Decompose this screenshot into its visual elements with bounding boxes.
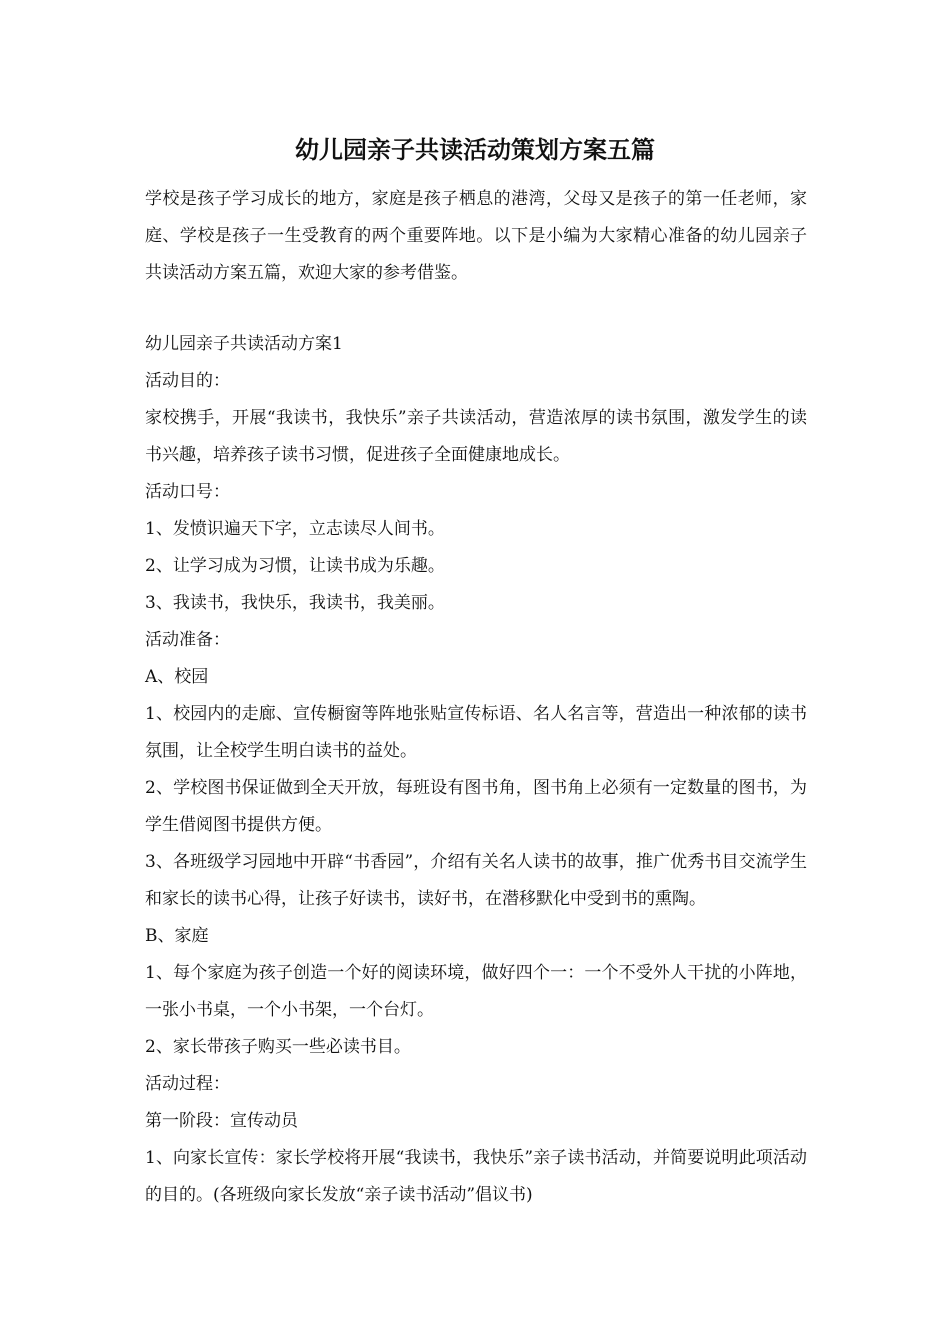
list-item: 2、学校图书保证做到全天开放，每班设有图书角，图书角上必须有一定数量的图书，为学生借阅图书提供方便。 (145, 778, 807, 835)
subheading: 活动目的： (145, 371, 230, 391)
list-item: 1、每个家庭为孩子创造一个好的阅读环境，做好四个一：一个不受外人干扰的小阵地，一张小书桌，一个小书架，一个台灯。 (145, 963, 807, 1020)
subheading: 活动准备： (145, 630, 230, 650)
list-item: 2、家长带孩子购买一些必读书目。 (145, 1037, 411, 1057)
list-item: 1、发愤识遍天下字，立志读尽人间书。 (145, 519, 445, 539)
list-item: 3、我读书，我快乐，我读书，我美丽。 (145, 593, 445, 613)
section-heading: 幼儿园亲子共读活动方案1 (145, 334, 343, 354)
intro-paragraph: 学校是孩子学习成长的地方，家庭是孩子栖息的港湾，父母又是孩子的第一任老师，家庭、学校是孩子一生受教育的两个重要阵地。以下是小编为大家精心准备的幼儿园亲子共读活动方案五篇，欢迎大家的参考借鉴。 (145, 189, 807, 283)
list-item: 1、校园内的走廊、宣传橱窗等阵地张贴宣传标语、名人名言等，营造出一种浓郁的读书氛围，让全校学生明白读书的益处。 (145, 704, 807, 761)
list-item: 3、各班级学习园地中开辟“书香园”，介绍有关名人读书的故事，推广优秀书目交流学生和家长的读书心得，让孩子好读书，读好书，在潜移默化中受到书的熏陶。 (145, 852, 807, 909)
subheading: 第一阶段：宣传动员 (145, 1111, 298, 1131)
subheading: 活动过程： (145, 1074, 230, 1094)
subheading: A、校园 (145, 667, 209, 687)
document-title: 幼儿园亲子共读活动策划方案五篇 (295, 135, 655, 164)
paragraph: 家校携手，开展“我读书，我快乐”亲子共读活动，营造浓厚的读书氛围，激发学生的读书兴趣，培养孩子读书习惯，促进孩子全面健康地成长。 (145, 408, 807, 465)
document-body (145, 181, 807, 1214)
subheading: 活动口号： (145, 482, 230, 502)
list-item: 2、让学习成为习惯，让读书成为乐趣。 (145, 556, 445, 576)
list-item: 1、向家长宣传：家长学校将开展“我读书，我快乐”亲子读书活动，并简要说明此项活动的目的。(各班级向家长发放“亲子读书活动”倡议书) (145, 1148, 807, 1205)
subheading: B、家庭 (145, 926, 209, 946)
